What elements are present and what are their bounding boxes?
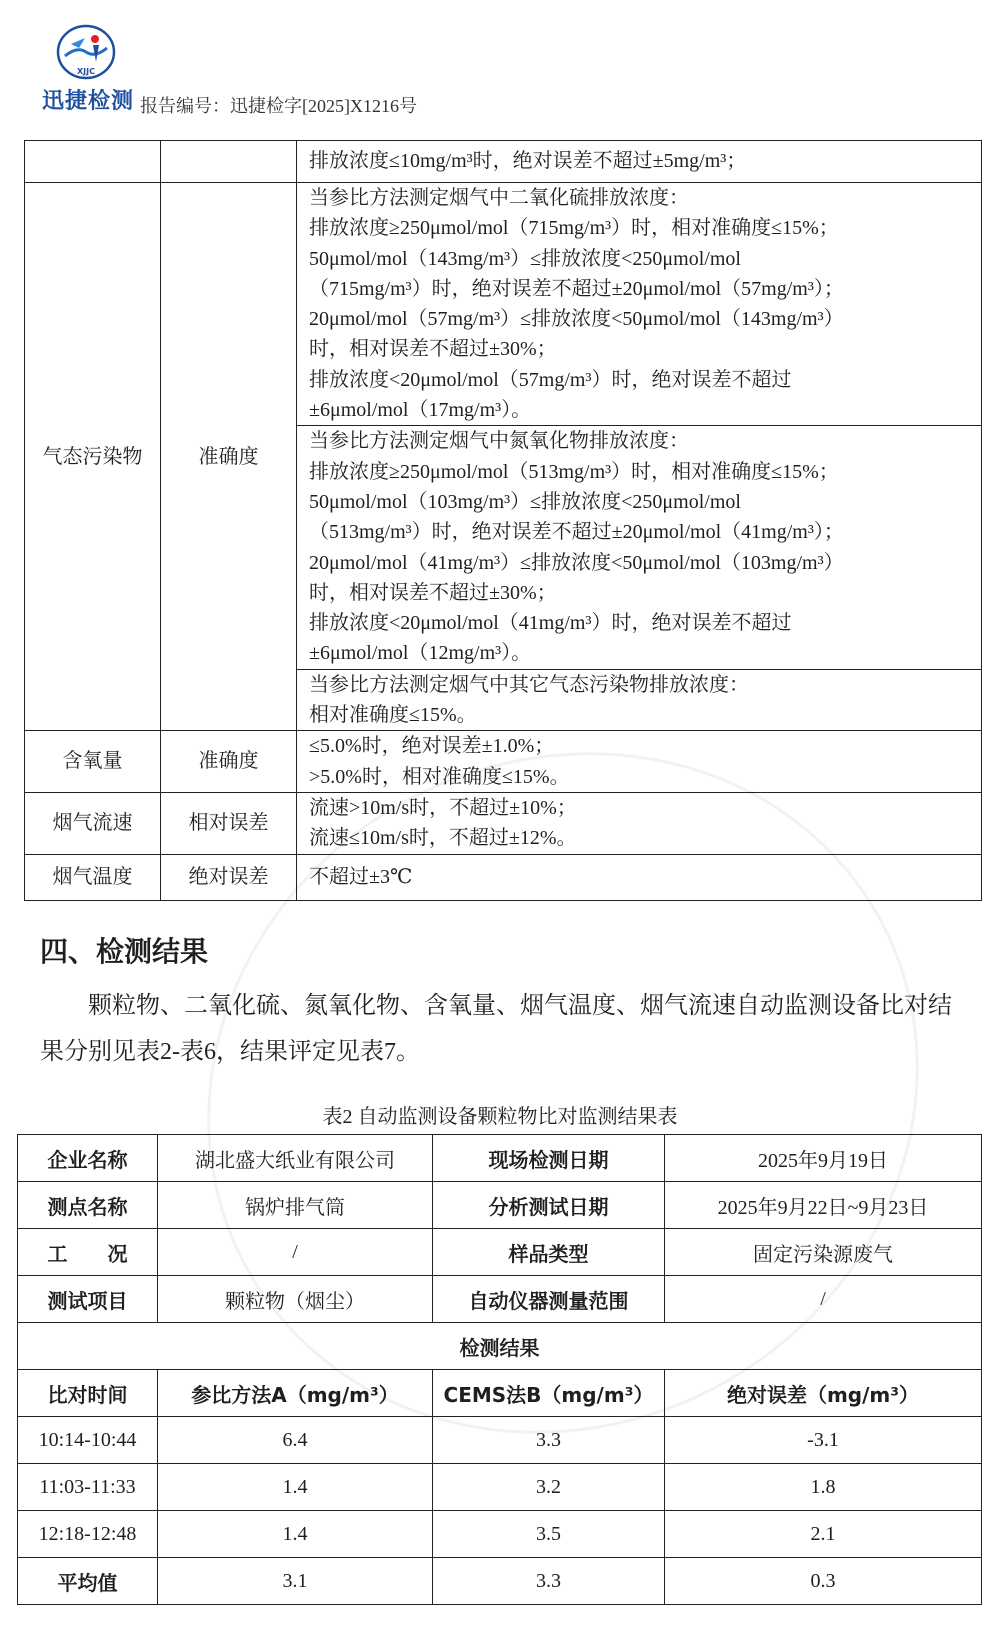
- table-cell: 2.1: [665, 1511, 982, 1558]
- spec-line: 排放浓度<20μmol/mol（41mg/m³）时，绝对误差不超过: [309, 612, 792, 635]
- table-cell: 3.3: [433, 1417, 665, 1464]
- spec-line: （513mg/m³）时，绝对误差不超过±20μmol/mol（41mg/m³）；: [309, 521, 844, 544]
- spec-category: 烟气温度: [25, 854, 161, 900]
- spec-line: （715mg/m³）时，绝对误差不超过±20μmol/mol（57mg/m³）；: [309, 277, 844, 300]
- oxygen-spec-cell: [297, 731, 982, 793]
- table-cell: 3.5: [433, 1511, 665, 1558]
- nox-spec-cell: [297, 426, 982, 669]
- info-label: 自动仪器测量范围: [433, 1276, 665, 1323]
- spec-line: 相对准确度≤15%。: [309, 704, 477, 727]
- info-value: 2025年9月19日: [665, 1135, 982, 1182]
- section-title: 四、检测结果: [40, 935, 209, 968]
- spec-category: 气态污染物: [25, 183, 161, 731]
- other-gas-spec-cell: [297, 669, 982, 731]
- table-cell: 10:14-10:44: [18, 1417, 158, 1464]
- info-row: [18, 1276, 982, 1323]
- table-cell: 1.4: [158, 1464, 433, 1511]
- spec-line: 排放浓度≥250μmol/mol（715mg/m³）时，相对准确度≤15%；: [309, 217, 839, 240]
- info-value: 湖北盛大纸业有限公司: [158, 1135, 433, 1182]
- info-label: 分析测试日期: [433, 1182, 665, 1229]
- spec-cell: 排放浓度≤10mg/m³时，绝对误差不超过±5mg/m³；: [297, 141, 982, 183]
- table-row: [18, 1417, 982, 1464]
- table-header-row: [18, 1370, 982, 1417]
- spec-table: [24, 140, 982, 901]
- spec-line: 流速>10m/s时，不超过±10%；: [309, 796, 577, 819]
- table-cell: 3.1: [158, 1558, 433, 1605]
- table-cell: 0.3: [665, 1558, 982, 1605]
- results-title: 检测结果: [18, 1323, 982, 1370]
- info-label: 现场检测日期: [433, 1135, 665, 1182]
- info-value: 固定污染源废气: [665, 1229, 982, 1276]
- spec-line: 50μmol/mol（103mg/m³）≤排放浓度<250μmol/mol: [309, 490, 741, 513]
- column-header: 比对时间: [18, 1370, 158, 1417]
- logo-text: 迅捷检测: [42, 89, 135, 114]
- spec-metric: 相对误差: [161, 792, 297, 854]
- report-number: 报告编号：迅捷检字[2025]X1216号: [140, 96, 417, 116]
- info-value: /: [158, 1229, 433, 1276]
- spec-category: 烟气流速: [25, 792, 161, 854]
- svg-text:XJJC: XJJC: [77, 67, 95, 76]
- spec-line: ±6μmol/mol（12mg/m³）。: [309, 642, 532, 665]
- spec-line: ±6μmol/mol（17mg/m³）。: [309, 399, 532, 422]
- column-header: 参比方法A（mg/m³）: [158, 1370, 433, 1417]
- spec-line: 当参比方法测定烟气中氮氧化物排放浓度：: [309, 430, 689, 453]
- spec-line: >5.0%时，相对准确度≤15%。: [309, 765, 570, 788]
- info-value: 锅炉排气筒: [158, 1182, 433, 1229]
- info-value: 2025年9月22日~9月23日: [665, 1182, 982, 1229]
- info-row: [18, 1182, 982, 1229]
- table-cell: 11:03-11:33: [18, 1464, 158, 1511]
- info-label: 样品类型: [433, 1229, 665, 1276]
- so2-spec-cell: [297, 183, 982, 426]
- column-header: 绝对误差（mg/m³）: [665, 1370, 982, 1417]
- info-value: /: [665, 1276, 982, 1323]
- spec-category: 含氧量: [25, 731, 161, 793]
- info-label: 测试项目: [18, 1276, 158, 1323]
- spec-metric: 绝对误差: [161, 854, 297, 900]
- spec-line: 流速≤10m/s时，不超过±12%。: [309, 827, 577, 850]
- section-paragraph: 颗粒物、二氧化硫、氮氧化物、含氧量、烟气温度、烟气流速自动监测设备比对结果分别见表2-表6，结果评定见表7。: [40, 993, 952, 1065]
- table-cell: 6.4: [158, 1417, 433, 1464]
- spec-metric: 准确度: [161, 183, 297, 731]
- spec-line: 时，相对误差不超过±30%；: [309, 581, 557, 604]
- table-cell: 平均值: [18, 1558, 158, 1605]
- spec-line: ≤5.0%时，绝对误差±1.0%；: [309, 735, 555, 758]
- info-row: [18, 1135, 982, 1182]
- spec-line: 排放浓度<20μmol/mol（57mg/m³）时，绝对误差不超过: [309, 368, 792, 391]
- logo-badge-icon: [55, 22, 117, 84]
- spec-metric: 准确度: [161, 731, 297, 793]
- table-row: [18, 1511, 982, 1558]
- spec-line: 当参比方法测定烟气中二氧化硫排放浓度：: [309, 187, 689, 209]
- info-label: 测点名称: [18, 1182, 158, 1229]
- info-label: 企业名称: [18, 1135, 158, 1182]
- table-cell: 3.3: [433, 1558, 665, 1605]
- info-label: 工 况: [18, 1229, 158, 1276]
- table-cell: 1.8: [665, 1464, 982, 1511]
- table-cell: 12:18-12:48: [18, 1511, 158, 1558]
- company-logo: [30, 22, 135, 112]
- flow-spec-cell: [297, 792, 982, 854]
- column-header: CEMS法B（mg/m³）: [433, 1370, 665, 1417]
- table-row-average: [18, 1558, 982, 1605]
- table-cell: 1.4: [158, 1511, 433, 1558]
- temp-spec-cell: 不超过±3℃: [297, 854, 982, 900]
- spec-line: 50μmol/mol（143mg/m³）≤排放浓度<250μmol/mol: [309, 247, 741, 270]
- info-row: [18, 1229, 982, 1276]
- table-cell: -3.1: [665, 1417, 982, 1464]
- spec-line: 当参比方法测定烟气中其它气态污染物排放浓度：: [309, 673, 749, 696]
- spec-line: 时，相对误差不超过±30%；: [309, 338, 557, 361]
- spec-line: 排放浓度≥250μmol/mol（513mg/m³）时，相对准确度≤15%；: [309, 460, 839, 483]
- spec-line: 20μmol/mol（57mg/m³）≤排放浓度<50μmol/mol（143mg/m³）: [309, 308, 844, 331]
- table-caption: 表2 自动监测设备颗粒物比对监测结果表: [322, 1106, 678, 1128]
- info-value: 颗粒物（烟尘）: [158, 1276, 433, 1323]
- result-table: [17, 1134, 982, 1605]
- table-row: [18, 1464, 982, 1511]
- table-cell: 3.2: [433, 1464, 665, 1511]
- spec-line: 20μmol/mol（41mg/m³）≤排放浓度<50μmol/mol（103mg/m³）: [309, 551, 844, 574]
